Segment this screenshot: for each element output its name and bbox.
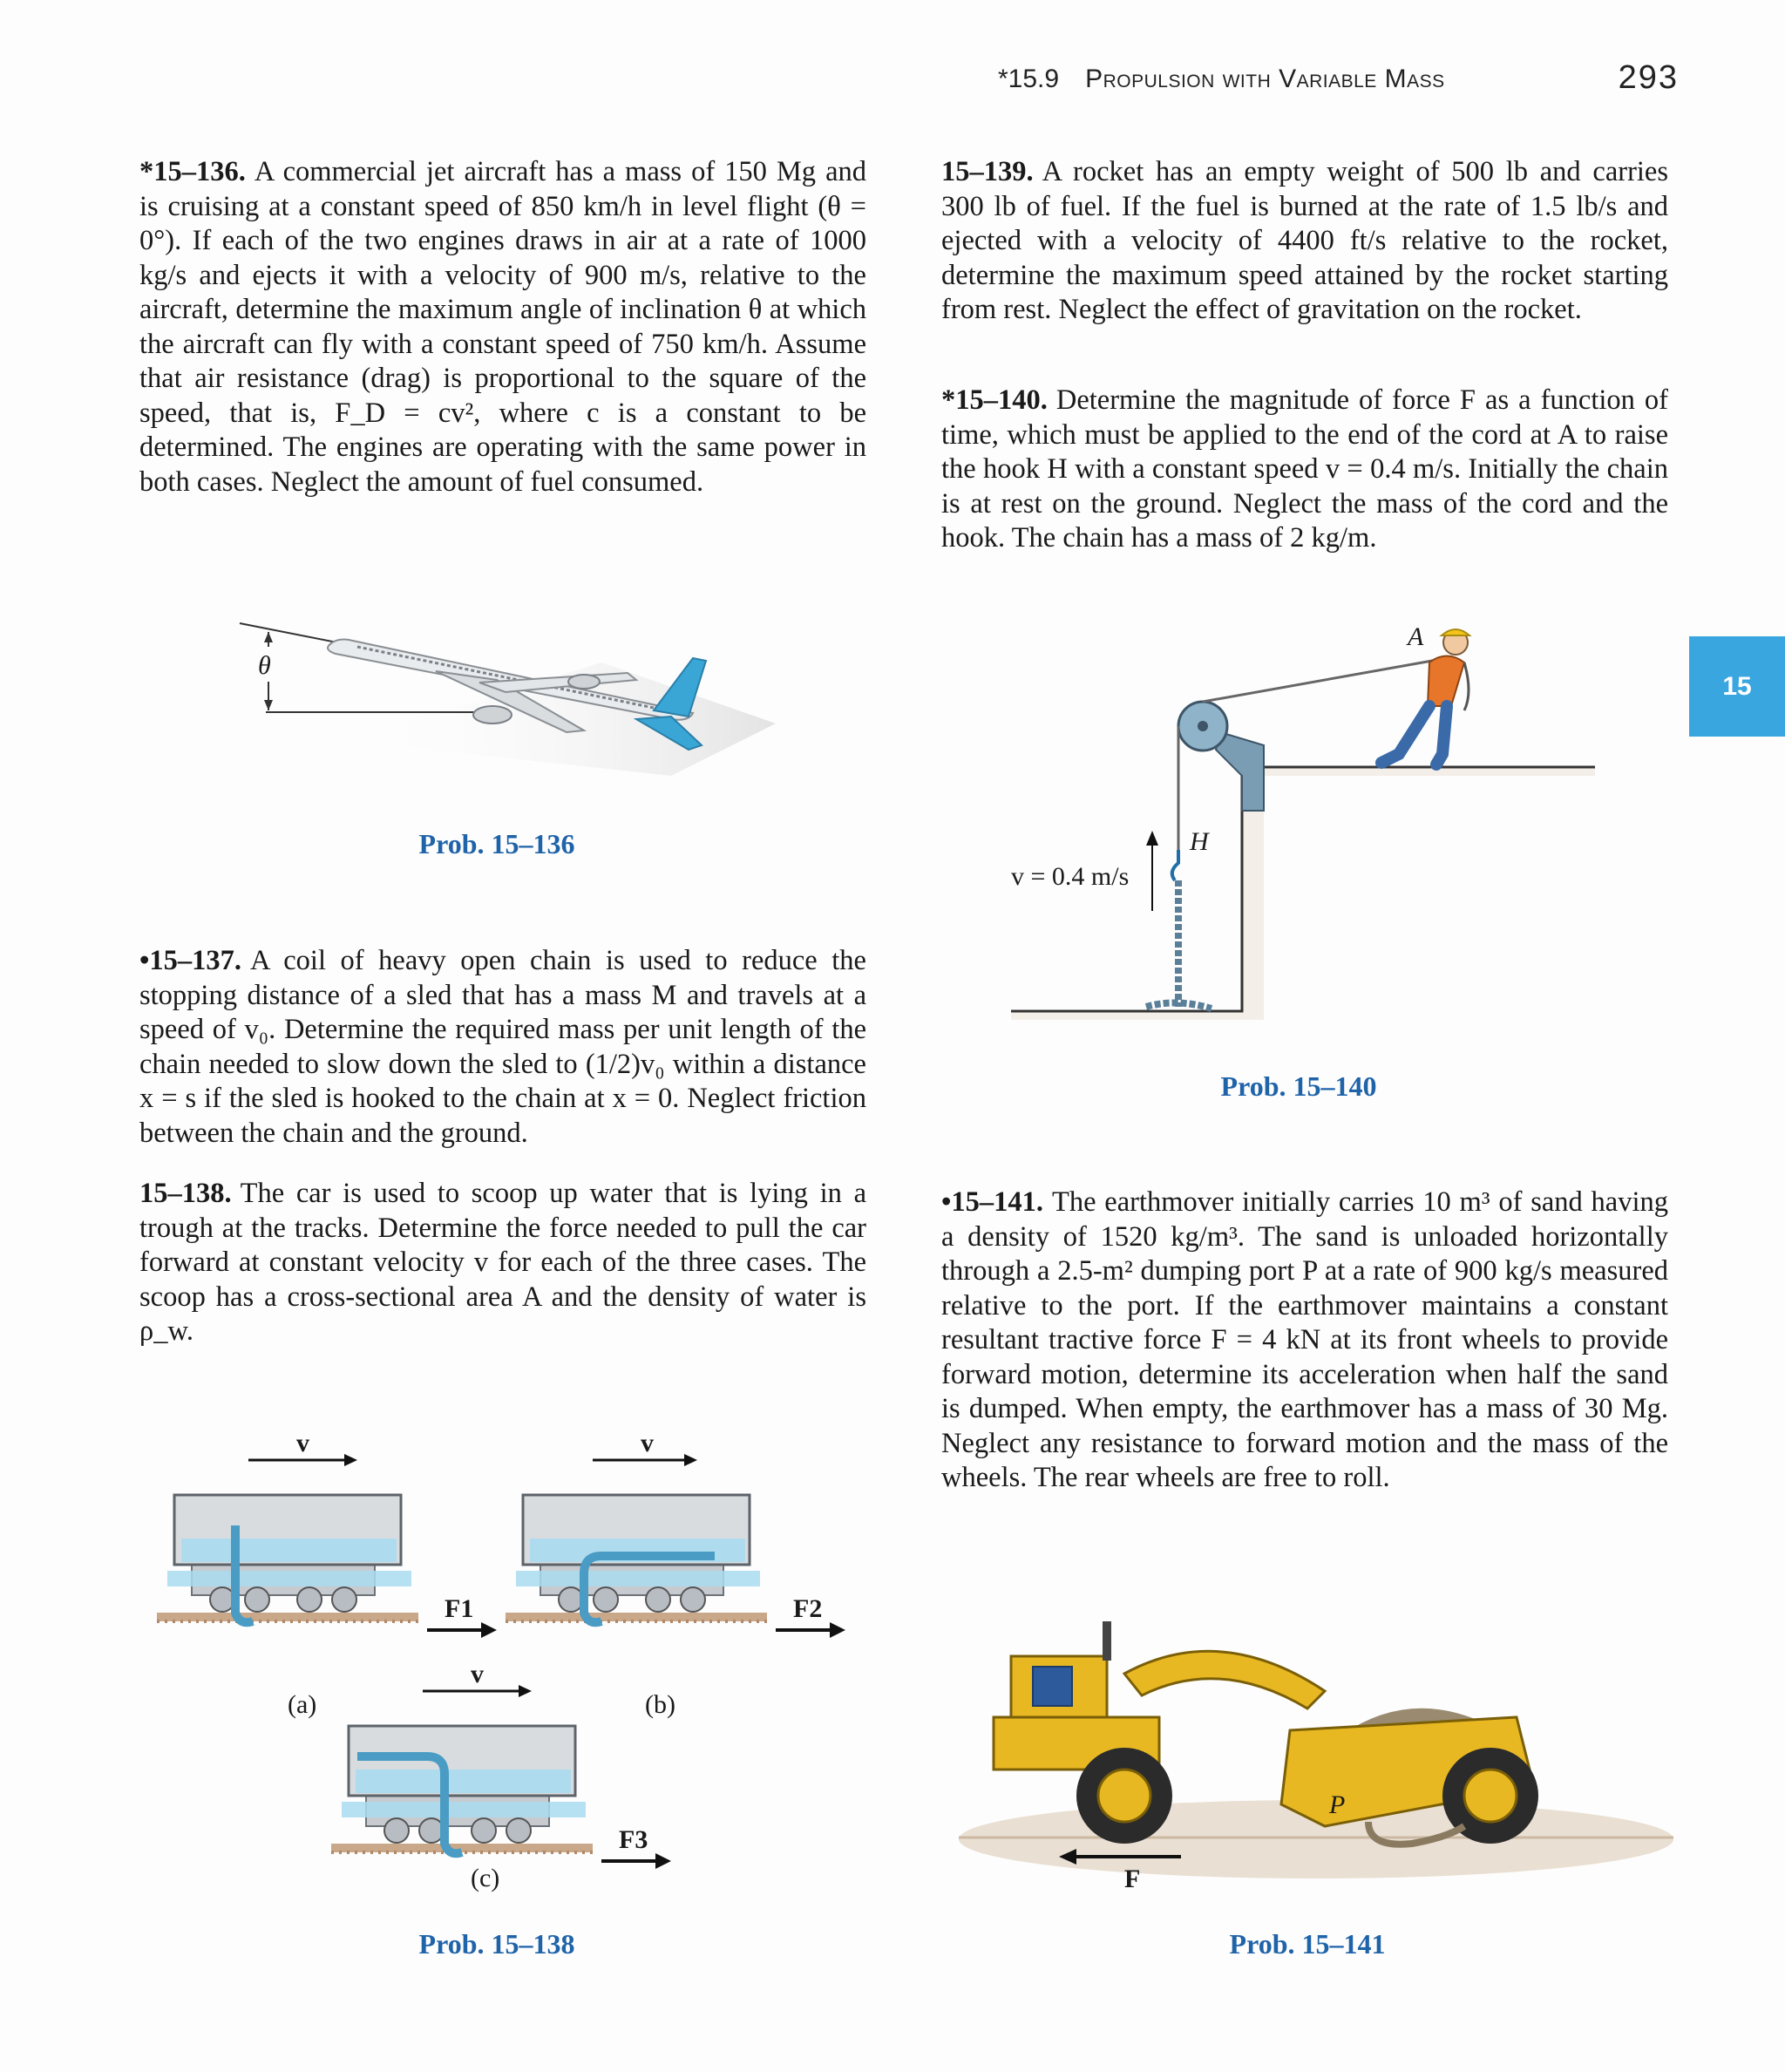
hook [1172, 850, 1178, 880]
caption-15-136: Prob. 15–136 [418, 828, 575, 859]
figure-chain-hoist [1011, 623, 1604, 1033]
force-label-f1: F1 [445, 1594, 474, 1623]
circle [1464, 1770, 1517, 1822]
cab-window [1033, 1667, 1072, 1706]
section-title: Propulsion with Variable Mass [1085, 65, 1445, 93]
figure-water-scoop-cars [148, 1421, 863, 1909]
chapter-tab: 15 [1689, 636, 1785, 737]
exhaust-stack [1103, 1621, 1111, 1661]
force-label-f3: F3 [619, 1825, 648, 1854]
problem-15-140 [941, 384, 1668, 556]
problem-15-137 [139, 944, 866, 1151]
label-F: F [1124, 1865, 1141, 1893]
scoop-car-a [157, 1495, 418, 1622]
caption-15-138: Prob. 15–138 [418, 1928, 575, 1960]
force-label-f2: F2 [793, 1594, 823, 1623]
engine [473, 706, 512, 724]
problem-number: *15–140. [941, 384, 1048, 416]
scoop-car-c [331, 1726, 593, 1853]
gooseneck [1124, 1651, 1325, 1709]
problem-text: The car is used to scoop up water that is lying in a trough at the tracks. Determine the force needed to pull the car forward at constant velocity v for each of the three cases. The scoop has a cross-sectional area A and the density of water is ρ_w. [139, 1178, 866, 1347]
problem-text: A commercial jet aircraft has a mass of 150 Mg and is cruising at a constant speed of 850 km/h in level flight (θ = 0°). If each of the two engines draws in air at a rate of 1000 kg/s and ejects it with a velocity of 900 m/s, relative to the aircraft, determine the maximum angle of inclination θ at which the aircraft can fly with a constant speed of 750 km/h. Assume that air resistance (drag) is proportional to the square of the speed, that is, F_D = cv², where c is a constant to be determined. The engines are operating with the same power in both cases. Neglect the amount of fuel consumed. [139, 156, 866, 498]
problem-number: •15–141. [941, 1186, 1044, 1218]
cord [1203, 658, 1447, 702]
page-number: 293 [1618, 59, 1679, 96]
problem-15-139 [941, 155, 1668, 328]
velocity-label-a: v [296, 1429, 309, 1457]
scoop-car-b [506, 1495, 767, 1622]
arrow-head [264, 700, 273, 710]
arrow-head [264, 632, 273, 642]
caption-15-140: Prob. 15–140 [1220, 1070, 1377, 1102]
panel-label-b: (b) [645, 1690, 675, 1719]
figure-earthmover [959, 1604, 1673, 1900]
caption-15-141: Prob. 15–141 [1229, 1928, 1386, 1960]
section-number: *15.9 [998, 65, 1060, 93]
panel-label-a: (a) [288, 1690, 317, 1719]
pulley-bracket [1216, 732, 1264, 811]
problem-text: A rocket has an empty weight of 500 lb and carries 300 lb of fuel. If the fuel is burned at the rate of 1.5 lb/s and ejected with a velocity of 4400 ft/s relative to the rocket, determine the maximum speed attained by the rocket starting from rest. Neglect the effect of gravitation on the rocket. [941, 156, 1668, 325]
problem-text: A coil of heavy open chain is used to reduce the stopping distance of a sled that has a mass M and travels at a speed of v₀. Determine the required mass per unit length of the chain needed to slow down the sled to (1/2)v₀ within a distance x = s if the sled is hooked to the chain at x = 0. Neglect friction between the chain and the ground. [139, 945, 866, 1149]
figure-jet-aircraft [218, 601, 784, 811]
worker [1381, 629, 1469, 764]
problem-number: 15–138. [139, 1178, 232, 1209]
theta-label: θ [258, 651, 271, 680]
problem-15-138 [139, 1177, 866, 1349]
problem-number: •15–137. [139, 945, 242, 976]
problem-number: 15–139. [941, 156, 1034, 187]
problem-text: The earthmover initially carries 10 m³ of sand having a density of 1520 kg/m³. The sand is unloaded horizontally through a 2.5-m² dumping port P at a rate of 900 kg/s measured relative to the port. If the earthmover maintains a constant resultant tractive force F = 4 kN at its front wheels to provide forward motion, determine its acceleration when half the sand is dumped. When empty, the earthmover has a mass of 30 Mg. Neglect any resistance to forward motion and the mass of the wheels. The rear wheels are free to roll. [941, 1186, 1668, 1493]
label-P: P [1329, 1790, 1346, 1819]
running-header [994, 59, 1679, 103]
engine-2 [568, 675, 600, 689]
circle [1098, 1770, 1150, 1822]
velocity-label-c: v [471, 1660, 484, 1688]
label-A: A [1408, 622, 1424, 651]
section-heading [998, 65, 1445, 94]
label-H: H [1190, 827, 1209, 856]
velocity-label-b: v [641, 1429, 654, 1457]
problem-15-141 [941, 1185, 1668, 1496]
speed-label: v = 0.4 m/s [1011, 862, 1130, 891]
problem-15-136 [139, 155, 866, 499]
problem-text: Determine the magnitude of force F as a function of time, which must be applied to the end of the cord at A to raise the hook H with a constant speed v = 0.4 m/s. Initially the chain is at rest on the ground. Neglect the mass of the cord and the hook. The chain has a mass of 2 kg/m. [941, 384, 1668, 554]
panel-label-c: (c) [471, 1864, 500, 1892]
polygon [1011, 767, 1595, 1020]
problem-number: *15–136. [139, 156, 246, 187]
circle [1198, 721, 1208, 731]
arrow-head [1146, 831, 1158, 846]
